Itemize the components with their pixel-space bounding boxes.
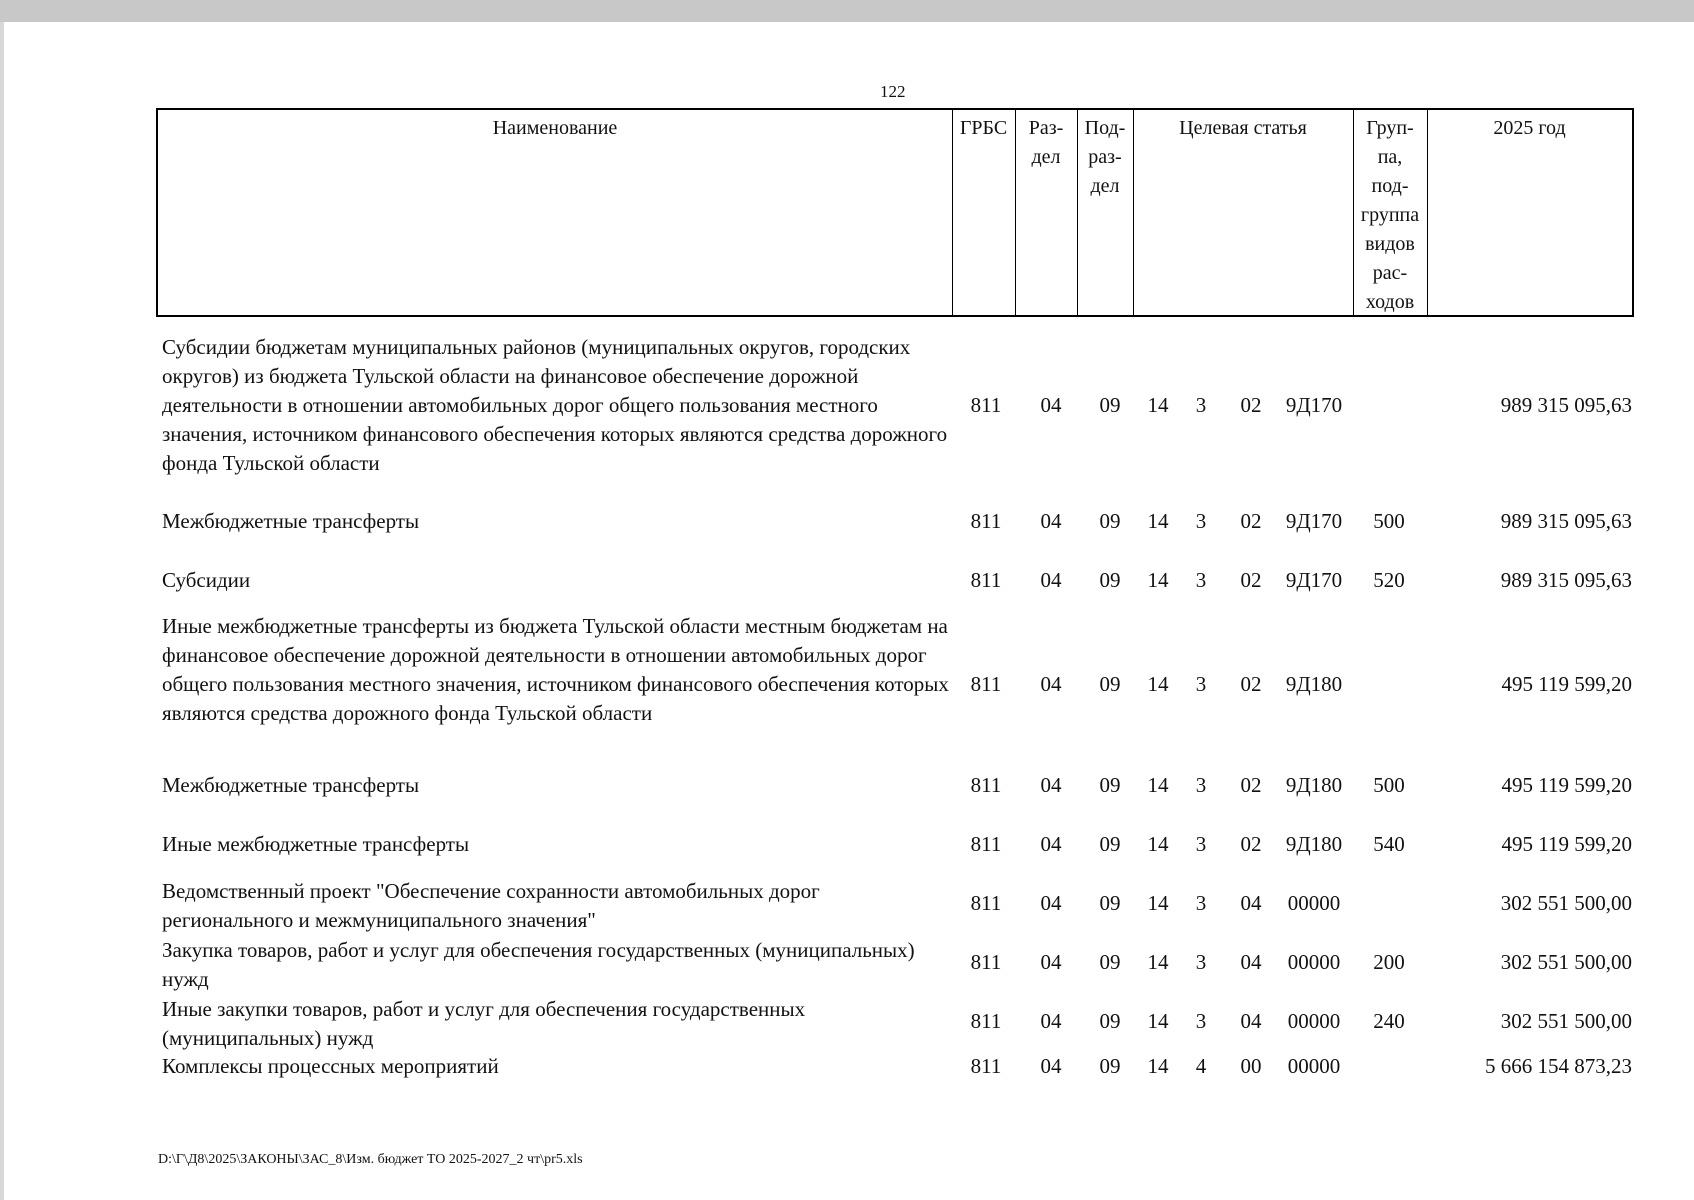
row-razdel: 04: [1040, 393, 1062, 417]
row-grbs: 811: [970, 393, 1002, 417]
row-target-element: 04: [1240, 950, 1262, 974]
header-year: 2025 год: [1493, 117, 1566, 139]
row-amount: 5 666 154 873,23: [1485, 1054, 1632, 1078]
row-name: Закупка товаров, работ и услуг для обеспечения государственных (муниципальных) нужд: [162, 938, 915, 991]
header-razdel: Раз- дел: [1028, 117, 1064, 168]
row-name: Комплексы процессных мероприятий: [162, 1054, 499, 1078]
row-podrazdel: 09: [1099, 509, 1121, 533]
table-header: [156, 108, 1634, 317]
row-target-type: 3: [1195, 568, 1207, 592]
row-target-program: 14: [1147, 568, 1169, 592]
row-name: Иные закупки товаров, работ и услуг для обеспечения государственных (муниципальных) нужд: [162, 997, 806, 1050]
row-grbs: 811: [970, 672, 1002, 696]
row-amount: 302 551 500,00: [1500, 891, 1632, 915]
file-path-footer: D:\Г\Д8\2025\ЗАКОНЫ\ЗАС_8\Изм. бюджет ТО 2025-2027_2 чт\pr5.xls: [158, 1152, 583, 1167]
row-target-program: 14: [1147, 1009, 1169, 1033]
header-grbs: ГРБС: [959, 117, 1008, 139]
row-razdel: 04: [1040, 1009, 1062, 1033]
row-target-element: 02: [1240, 773, 1262, 797]
row-target-direction: 9Д170: [1285, 509, 1343, 533]
row-target-direction: 9Д170: [1285, 568, 1343, 592]
row-target-program: 14: [1147, 773, 1169, 797]
row-amount: 989 315 095,63: [1500, 393, 1632, 417]
row-razdel: 04: [1040, 891, 1062, 915]
row-target-type: 3: [1195, 950, 1207, 974]
row-group: 540: [1373, 832, 1405, 856]
row-name: Иные межбюджетные трансферты: [162, 832, 470, 856]
row-target-type: 3: [1195, 393, 1207, 417]
row-target-type: 3: [1195, 773, 1207, 797]
row-podrazdel: 09: [1099, 950, 1121, 974]
row-group: 200: [1373, 950, 1405, 974]
row-target-direction: 9Д170: [1285, 393, 1343, 417]
row-target-program: 14: [1147, 950, 1169, 974]
row-amount: 495 119 599,20: [1501, 773, 1632, 797]
row-target-direction: 9Д180: [1285, 773, 1343, 797]
row-target-program: 14: [1147, 393, 1169, 417]
row-target-element: 00: [1240, 1054, 1262, 1078]
header-target: Целевая статья: [1179, 117, 1307, 139]
row-target-element: 02: [1240, 393, 1262, 417]
row-name: Межбюджетные трансферты: [162, 509, 420, 533]
row-name: Ведомственный проект "Обеспечение сохранности автомобильных дорог регионального и межмуниципального значения": [162, 879, 820, 932]
row-target-direction: 9Д180: [1285, 832, 1343, 856]
header-name: Наименование: [492, 117, 618, 139]
row-grbs: 811: [970, 509, 1002, 533]
row-razdel: 04: [1040, 950, 1062, 974]
row-grbs: 811: [970, 1054, 1002, 1078]
row-group: 520: [1373, 568, 1405, 592]
row-target-element: 04: [1240, 1009, 1262, 1033]
row-podrazdel: 09: [1099, 832, 1121, 856]
row-razdel: 04: [1040, 509, 1062, 533]
row-razdel: 04: [1040, 672, 1062, 696]
row-target-program: 14: [1147, 832, 1169, 856]
row-name: Иные межбюджетные трансферты из бюджета Тульской области местным бюджетам на финансовое обеспечение дорожной деятельности в отношении автомобильных дорог общего пользования местного значения, источником финансового обеспечения которых являются средства дорожного фонда Тульской области: [162, 614, 949, 725]
row-razdel: 04: [1040, 832, 1062, 856]
row-target-type: 4: [1195, 1054, 1207, 1078]
row-amount: 495 119 599,20: [1501, 672, 1632, 696]
row-target-type: 3: [1195, 1009, 1207, 1033]
row-group: 500: [1373, 773, 1405, 797]
row-amount: 495 119 599,20: [1501, 832, 1632, 856]
row-name: Межбюджетные трансферты: [162, 773, 420, 797]
row-target-element: 04: [1240, 891, 1262, 915]
header-group: Груп- па, под- группа видов рас- ходов: [1360, 117, 1420, 313]
row-group: 240: [1373, 1009, 1405, 1033]
row-podrazdel: 09: [1099, 773, 1121, 797]
scan-left-edge: [0, 22, 4, 1200]
row-target-type: 3: [1195, 509, 1207, 533]
row-podrazdel: 09: [1099, 568, 1121, 592]
row-grbs: 811: [970, 1009, 1002, 1033]
row-podrazdel: 09: [1099, 672, 1121, 696]
row-razdel: 04: [1040, 568, 1062, 592]
row-podrazdel: 09: [1099, 393, 1121, 417]
row-amount: 302 551 500,00: [1500, 950, 1632, 974]
row-target-element: 02: [1240, 568, 1262, 592]
row-target-program: 14: [1147, 672, 1169, 696]
row-target-direction: 00000: [1287, 891, 1341, 915]
row-grbs: 811: [970, 773, 1002, 797]
row-amount: 989 315 095,63: [1500, 509, 1632, 533]
row-group: 500: [1373, 509, 1405, 533]
row-amount: 989 315 095,63: [1500, 568, 1632, 592]
row-target-element: 02: [1240, 832, 1262, 856]
row-target-program: 14: [1147, 891, 1169, 915]
header-podrazdel: Под- раз- дел: [1084, 117, 1126, 197]
row-target-element: 02: [1240, 672, 1262, 696]
row-target-type: 3: [1195, 832, 1207, 856]
row-name: Субсидии: [162, 568, 251, 592]
page-number: 122: [880, 82, 906, 101]
row-grbs: 811: [970, 950, 1002, 974]
row-amount: 302 551 500,00: [1500, 1009, 1632, 1033]
row-target-program: 14: [1147, 509, 1169, 533]
scan-top-band: [0, 0, 1694, 22]
row-target-element: 02: [1240, 509, 1262, 533]
row-podrazdel: 09: [1099, 1009, 1121, 1033]
row-grbs: 811: [970, 832, 1002, 856]
row-razdel: 04: [1040, 773, 1062, 797]
row-name: Субсидии бюджетам муниципальных районов (муниципальных округов, городских округов) из бюджета Тульской области на финансовое обеспечение дорожной деятельности в отношении автомобильных дорог общего пользования местного значения, источником финансового обеспечения которых являются средства дорожного фонда Тульской области: [162, 335, 948, 475]
row-grbs: 811: [970, 568, 1002, 592]
row-target-direction: 00000: [1287, 1009, 1341, 1033]
row-target-direction: 00000: [1287, 1054, 1341, 1078]
row-target-direction: 9Д180: [1285, 672, 1343, 696]
row-target-program: 14: [1147, 1054, 1169, 1078]
row-grbs: 811: [970, 891, 1002, 915]
row-podrazdel: 09: [1099, 1054, 1121, 1078]
row-target-type: 3: [1195, 672, 1207, 696]
row-razdel: 04: [1040, 1054, 1062, 1078]
row-target-type: 3: [1195, 891, 1207, 915]
row-target-direction: 00000: [1287, 950, 1341, 974]
row-podrazdel: 09: [1099, 891, 1121, 915]
